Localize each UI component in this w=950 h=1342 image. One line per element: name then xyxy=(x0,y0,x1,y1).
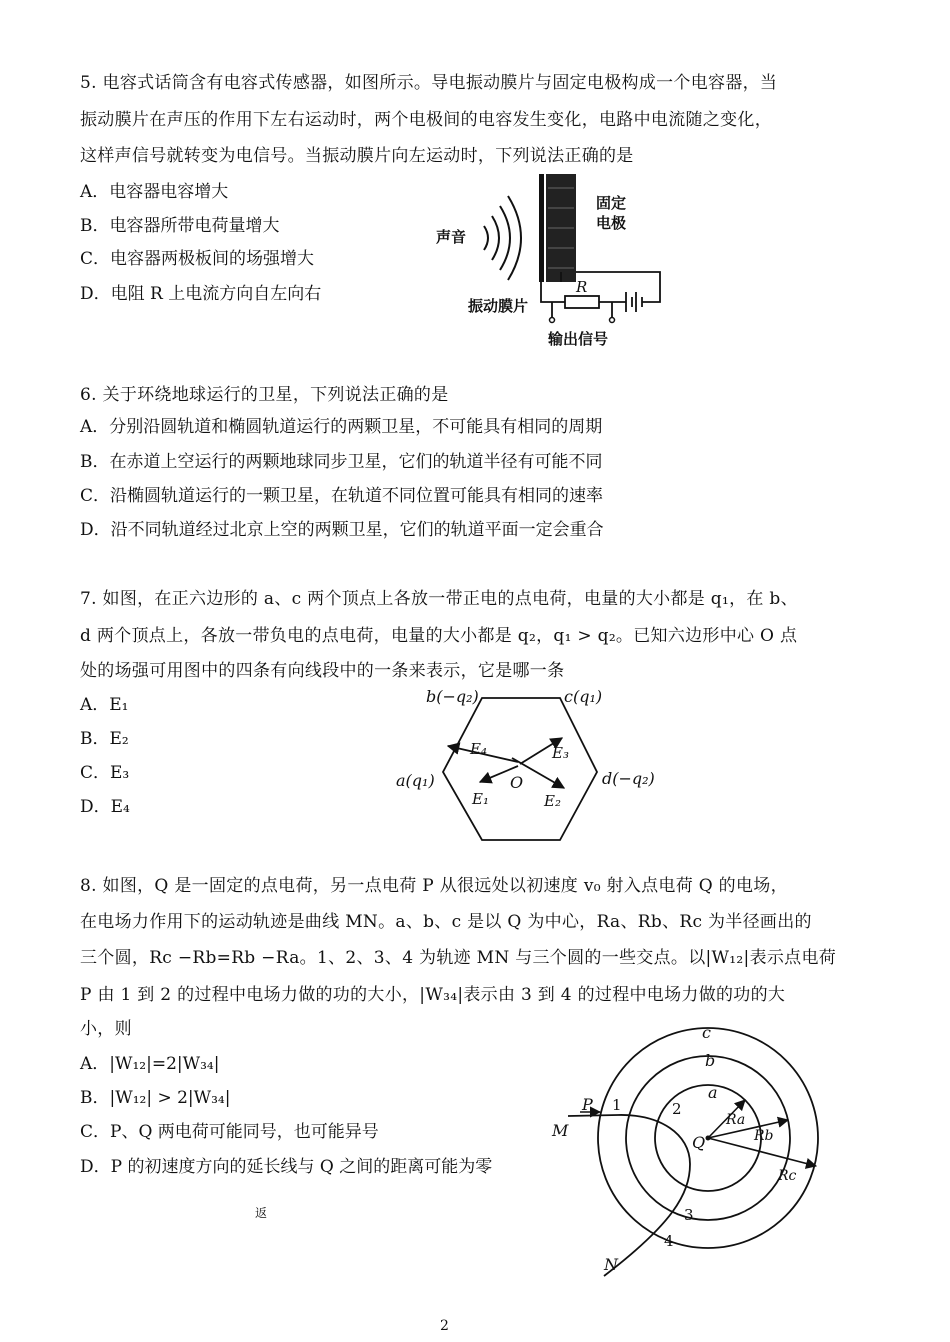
q5-option-c: C．电容器两极板间的场强增大 xyxy=(80,249,315,269)
q6-option-c: C．沿椭圆轨道运行的一颗卫星，在轨道不同位置可能具有相同的速率 xyxy=(80,486,604,506)
q8-circles-figure xyxy=(540,1024,840,1286)
q5-option-b: B．电容器所带电荷量增大 xyxy=(80,216,280,236)
q8-trajectory-mn xyxy=(568,1115,690,1276)
q8-label-ra: Ra xyxy=(726,1112,746,1128)
q8-label-c: c xyxy=(702,1023,711,1042)
stray-mark: 返 xyxy=(255,1206,268,1220)
q5-label-sound: 声音 xyxy=(436,228,467,246)
q8-label-m: M xyxy=(552,1121,569,1140)
page-number: 2 xyxy=(440,1318,449,1334)
q7-hexagon xyxy=(443,698,597,840)
q8-label-b: b xyxy=(705,1051,716,1070)
q5-diaphragm-plate xyxy=(539,174,544,282)
q8-line-2: 在电场力作用下的运动轨迹是曲线 MN。a、b、c 是以 Q 为中心，Ra、Rb、Rc 为半径画出的 xyxy=(80,912,812,932)
q7-label-b: b(−q₂) xyxy=(426,687,479,706)
q5-line-2: 振动膜片在声压的作用下左右运动时，两个电极间的电容发生变化，电路中电流随之变化， xyxy=(80,110,772,130)
q5-line-3: 这样声信号就转变为电信号。当振动膜片向左运动时，下列说法正确的是 xyxy=(80,146,634,166)
q8-option-a: A．|W₁₂|=2|W₃₄| xyxy=(80,1054,220,1074)
q8-radius-rb xyxy=(708,1120,788,1138)
q8-line-3: 三个圆，Rc −Rb=Rb −Ra。1、2、3、4 为轨迹 MN 与三个圆的一些交点。以|W₁₂|表示点电荷 xyxy=(80,948,837,968)
q5-line-1: 5. 电容式话筒含有电容式传感器，如图所示。导电振动膜片与固定电极构成一个电容器，当 xyxy=(80,73,778,93)
q5-resistor xyxy=(565,296,599,308)
q5-microphone-figure xyxy=(420,168,680,353)
q6-option-a: A．分别沿圆轨道和椭圆轨道运行的两颗卫星，不可能具有相同的周期 xyxy=(80,417,603,437)
q5-option-d: D．电阻 R 上电流方向自左向右 xyxy=(80,284,322,304)
q8-label-4: 4 xyxy=(664,1232,674,1250)
q8-label-n: N xyxy=(604,1255,618,1274)
q8-line-5: 小，则 xyxy=(80,1019,132,1039)
q6-option-b: B．在赤道上空运行的两颗地球同步卫星，它们的轨道半径有可能不同 xyxy=(80,452,603,472)
q7-label-e3: E₃ xyxy=(552,744,569,762)
q5-label-diaphragm: 振动膜片 xyxy=(468,297,529,315)
q5-label-fixed-1: 固定 xyxy=(596,194,627,212)
q8-label-rb: Rb xyxy=(754,1128,774,1144)
q7-option-c: C．E₃ xyxy=(80,763,130,783)
q7-label-e1: E₁ xyxy=(472,790,489,808)
q8-line-1: 8. 如图，Q 是一固定的点电荷，另一点电荷 P 从很远处以初速度 v₀ 射入点电荷 Q 的电场， xyxy=(80,876,788,896)
q5-label-resistor: R xyxy=(576,278,588,296)
q7-label-e4: E₄ xyxy=(470,740,487,758)
q8-label-2: 2 xyxy=(672,1100,682,1118)
q7-label-c: c(q₁) xyxy=(564,687,603,706)
q7-label-e2: E₂ xyxy=(544,792,561,810)
q8-label-3: 3 xyxy=(684,1206,694,1224)
q7-option-d: D．E₄ xyxy=(80,797,130,817)
q7-option-b: B．E₂ xyxy=(80,729,129,749)
q7-label-d: d(−q₂) xyxy=(602,769,655,788)
q8-label-p: P xyxy=(582,1095,593,1114)
q8-label-q: Q xyxy=(692,1133,706,1152)
q8-line-4: P 由 1 到 2 的过程中电场力做的功的大小，|W₃₄|表示由 3 到 4 的过程中电场力做的功的大 xyxy=(80,985,786,1005)
q7-label-o: O xyxy=(510,773,524,792)
q8-label-a: a xyxy=(708,1083,718,1102)
q8-option-d: D．P 的初速度方向的延长线与 Q 之间的距离可能为零 xyxy=(80,1157,493,1177)
q8-label-1: 1 xyxy=(612,1096,622,1114)
q7-hexagon-figure xyxy=(380,686,680,846)
q7-line-2: d 两个顶点上，各放一带负电的点电荷，电量的大小都是 q₂，q₁ > q₂。已知六边形中心 O 点 xyxy=(80,626,798,646)
q6-line-1: 6. 关于环绕地球运行的卫星，下列说法正确的是 xyxy=(80,385,449,405)
q8-label-rc: Rc xyxy=(778,1168,797,1184)
q7-label-a: a(q₁) xyxy=(396,771,435,790)
q5-label-fixed-2: 电极 xyxy=(596,214,627,232)
q6-option-d: D．沿不同轨道经过北京上空的两颗卫星，它们的轨道平面一定会重合 xyxy=(80,520,604,540)
q7-line-1: 7. 如图，在正六边形的 a、c 两个顶点上各放一带正电的点电荷，电量的大小都是 q₁，在 b、 xyxy=(80,589,798,609)
q5-label-output: 输出信号 xyxy=(548,330,609,348)
q5-option-a: A．电容器电容增大 xyxy=(80,182,229,202)
q8-option-b: B．|W₁₂| > 2|W₃₄| xyxy=(80,1088,231,1108)
q7-line-3: 处的场强可用图中的四条有向线段中的一条来表示，它是哪一条 xyxy=(80,661,565,681)
q8-option-c: C．P、Q 两电荷可能同号，也可能异号 xyxy=(80,1122,379,1142)
q7-option-a: A．E₁ xyxy=(80,695,129,715)
